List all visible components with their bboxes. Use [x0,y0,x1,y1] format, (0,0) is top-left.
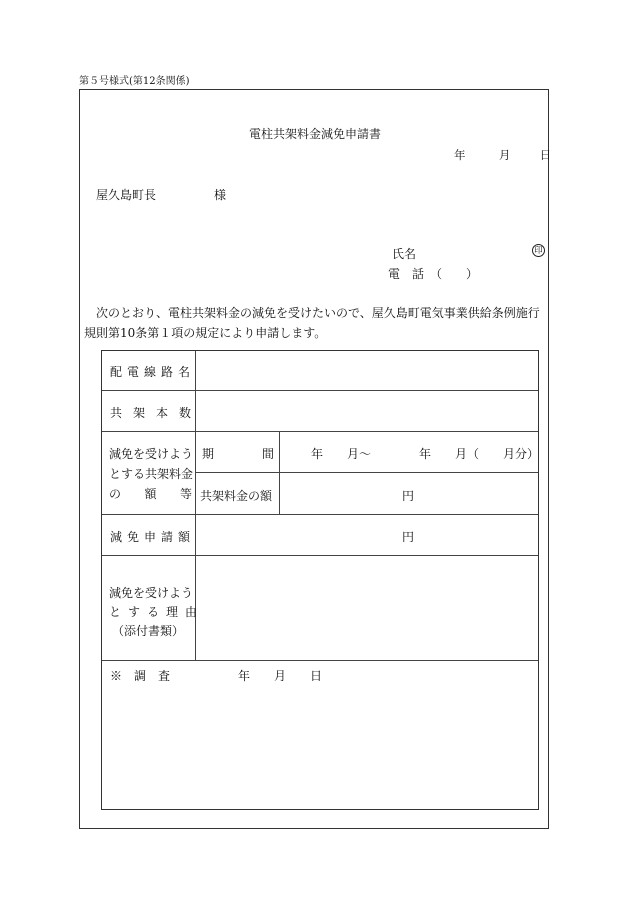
applicant-name-label: 氏名 [392,247,417,261]
fee-target-label-line2: とする共架料金 [109,467,194,481]
date-line [454,147,551,163]
period-label-kan: 間 [261,447,274,461]
fee-target-label-no: の [109,487,122,501]
fee-amount-label: 共架料金の額 [200,489,273,503]
route-name-label: 配電線路名 [110,365,196,379]
row-divider [102,555,538,556]
row-divider [102,431,538,432]
document-title: 電柱共架料金減免申請書 [248,127,381,141]
addressee: 屋久島町長 [96,188,157,202]
reason-label-line1: 減免を受けよう [109,586,194,600]
fee-target-label-line1: 減免を受けよう [109,447,194,461]
applicant-phone-label: 電 話 （ ） [388,267,479,281]
column-divider [279,431,280,514]
fee-amount-unit[interactable]: 円 [402,489,415,503]
period-label [202,445,274,462]
reason-label-line2: とする理由 [109,605,205,619]
reduction-amount-label: 減免申請額 [110,530,196,544]
period-value-field[interactable]: 年 月～ 年 月（ 月分） [311,447,540,461]
application-statement: 次のとおり、電柱共架料金の減免を受けたいので、屋久島町電気事業供給条例施行規則第10条第１項の規定により申請します。 [84,306,540,340]
row-divider [102,514,538,515]
form-number-label: 第５号様式(第12条関係) [79,76,190,87]
investigation-label: ※ 調 査 [110,669,171,683]
seal-mark-icon: 印 [532,244,545,257]
fee-target-label-gaku: 額 [144,487,157,501]
addressee-suffix: 様 [214,188,227,202]
reason-field[interactable] [198,558,536,658]
period-label-ki: 期 [202,447,215,461]
row-divider [102,660,538,661]
row-divider [102,390,538,391]
pole-count-label: 共架本数 [110,406,203,420]
date-month: 月 [498,148,511,162]
date-year: 年 [454,148,466,162]
reason-label-line3: （添付書類） [112,624,185,638]
route-name-field[interactable] [198,353,536,389]
fee-target-label-line3 [109,485,192,502]
date-day: 日 [539,148,552,162]
application-table [101,350,539,810]
pole-count-field[interactable] [198,393,536,430]
investigation-date: 年 月 日 [238,669,323,683]
reduction-amount-unit[interactable]: 円 [402,530,415,544]
row-divider [196,472,538,473]
fee-target-label-tou: 等 [179,487,192,501]
investigation-field[interactable] [104,687,536,807]
